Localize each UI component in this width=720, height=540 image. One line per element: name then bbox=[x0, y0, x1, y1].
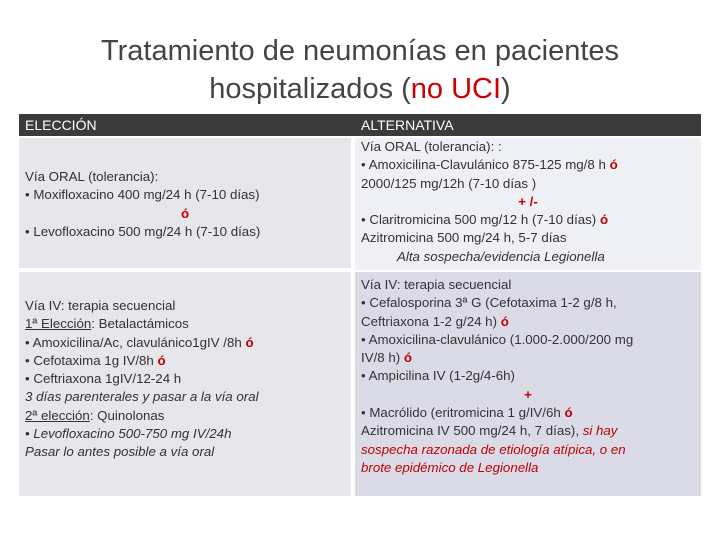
oral-election-drug-1: • Moxifloxacino 400 mg/24 h (7-10 días) bbox=[25, 187, 260, 203]
iv-alt-line-2-text: Ceftriaxona 1-2 g/24 h) bbox=[361, 313, 501, 329]
title-line-1: Tratamiento de neumonías en pacientes bbox=[100, 35, 620, 67]
iv-alt-or-2: ó bbox=[403, 350, 412, 366]
header-election: ELECCIÓN bbox=[19, 114, 357, 136]
iv-alternative-cell bbox=[355, 272, 701, 496]
title-highlight: no UCI bbox=[410, 73, 502, 105]
iv-election-item-3: • Ceftriaxona 1gIV/12-24 h bbox=[25, 371, 182, 387]
oral-alt-line-2 bbox=[361, 211, 695, 229]
iv-alt-plus: + bbox=[524, 386, 532, 402]
iv-first-choice-rest: : Betalactámicos bbox=[91, 316, 189, 332]
oral-alternative-cell bbox=[355, 138, 701, 270]
slide-title bbox=[40, 32, 680, 108]
oral-alt-plus: + /- bbox=[518, 193, 538, 209]
iv-alt-line-7-note: si hay bbox=[582, 423, 618, 439]
iv-alt-line-5: • Ampicilina IV (1-2g/4-6h) bbox=[361, 368, 515, 384]
iv-alt-note-2: sospecha razonada de etiología atípica, o en bbox=[361, 441, 626, 457]
iv-alt-or-1: ó bbox=[500, 313, 509, 329]
oral-alt-line-2-text: • Claritromicina 500 mg/12 h (7-10 días) bbox=[361, 212, 600, 228]
oral-alt-or-1: ó bbox=[609, 157, 618, 173]
iv-alt-line-7-text: Azitromicina IV 500 mg/24 h, 7 días), bbox=[361, 423, 583, 439]
oral-alt-line-3: Azitromicina 500 mg/24 h, 5-7 días bbox=[361, 230, 567, 246]
iv-alt-line-4 bbox=[361, 349, 695, 367]
iv-first-choice bbox=[25, 315, 345, 333]
iv-alt-line-1: • Cefalosporina 3ª G (Cefotaxima 1-2 g/8 h, bbox=[361, 295, 617, 311]
iv-election-cell bbox=[19, 272, 351, 496]
oral-alt-heading: Vía ORAL (tolerancia): : bbox=[361, 139, 502, 154]
iv-election-item-2-text: • Cefotaxima 1g IV/8h bbox=[25, 352, 158, 368]
iv-election-or-1: ó bbox=[245, 334, 254, 350]
iv-alt-or-3: ó bbox=[564, 405, 573, 421]
iv-alt-line-4-text: IV/8 h) bbox=[361, 350, 404, 366]
title-line-2 bbox=[40, 70, 680, 108]
iv-second-choice bbox=[25, 407, 345, 425]
oral-election-drug-2: • Levofloxacino 500 mg/24 h (7-10 días) bbox=[25, 223, 261, 239]
oral-election-cell bbox=[19, 138, 351, 268]
iv-second-choice-rest: : Quinolonas bbox=[89, 407, 165, 423]
oral-alt-line-1b: 2000/125 mg/12h (7-10 días ) bbox=[361, 175, 537, 191]
iv-election-or-2: ó bbox=[157, 352, 166, 368]
title-line-2-suffix: ) bbox=[501, 73, 511, 105]
iv-election-item-1 bbox=[25, 334, 345, 352]
iv-first-choice-label: 1ª Elección bbox=[25, 316, 92, 332]
iv-election-heading: Vía IV: terapia secuencial bbox=[25, 298, 176, 313]
iv-alt-heading: Vía IV: terapia secuencial bbox=[361, 277, 512, 292]
iv-election-item-2 bbox=[25, 352, 345, 370]
iv-alt-line-3: • Amoxicilina-clavulánico (1.000-2.000/200 mg bbox=[361, 331, 634, 347]
oral-election-heading: Vía ORAL (tolerancia): bbox=[25, 169, 159, 184]
oral-alt-note: Alta sospecha/evidencia Legionella bbox=[397, 248, 605, 264]
iv-election-note-1: 3 días parenterales y pasar a la vía oral bbox=[25, 389, 259, 405]
iv-alt-line-6-text: • Macrólido (eritromicina 1 g/IV/6h bbox=[361, 405, 565, 421]
iv-election-item-1-text: • Amoxicilina/Ac, clavulánico1gIV /8h bbox=[25, 334, 246, 350]
iv-alt-note-3: brote epidémico de Legionella bbox=[361, 459, 539, 475]
iv-alt-line-6 bbox=[361, 404, 695, 422]
iv-election-item-4: • Levofloxacino 500-750 mg IV/24h bbox=[25, 426, 232, 442]
iv-election-note-2: Pasar lo antes posible a vía oral bbox=[25, 444, 215, 460]
oral-election-or: ó bbox=[180, 205, 190, 221]
iv-alt-line-7 bbox=[361, 422, 695, 440]
oral-alt-or-2: ó bbox=[599, 212, 609, 228]
oral-alt-line-1 bbox=[361, 156, 695, 174]
title-line-2-prefix: hospitalizados ( bbox=[209, 73, 411, 105]
header-alternative: ALTERNATIVA bbox=[355, 114, 701, 136]
oral-alt-line-1-text: • Amoxicilina-Clavulánico 875-125 mg/8 h bbox=[361, 157, 610, 173]
iv-second-choice-label: 2ª elección bbox=[25, 407, 90, 423]
iv-alt-line-2 bbox=[361, 313, 695, 331]
